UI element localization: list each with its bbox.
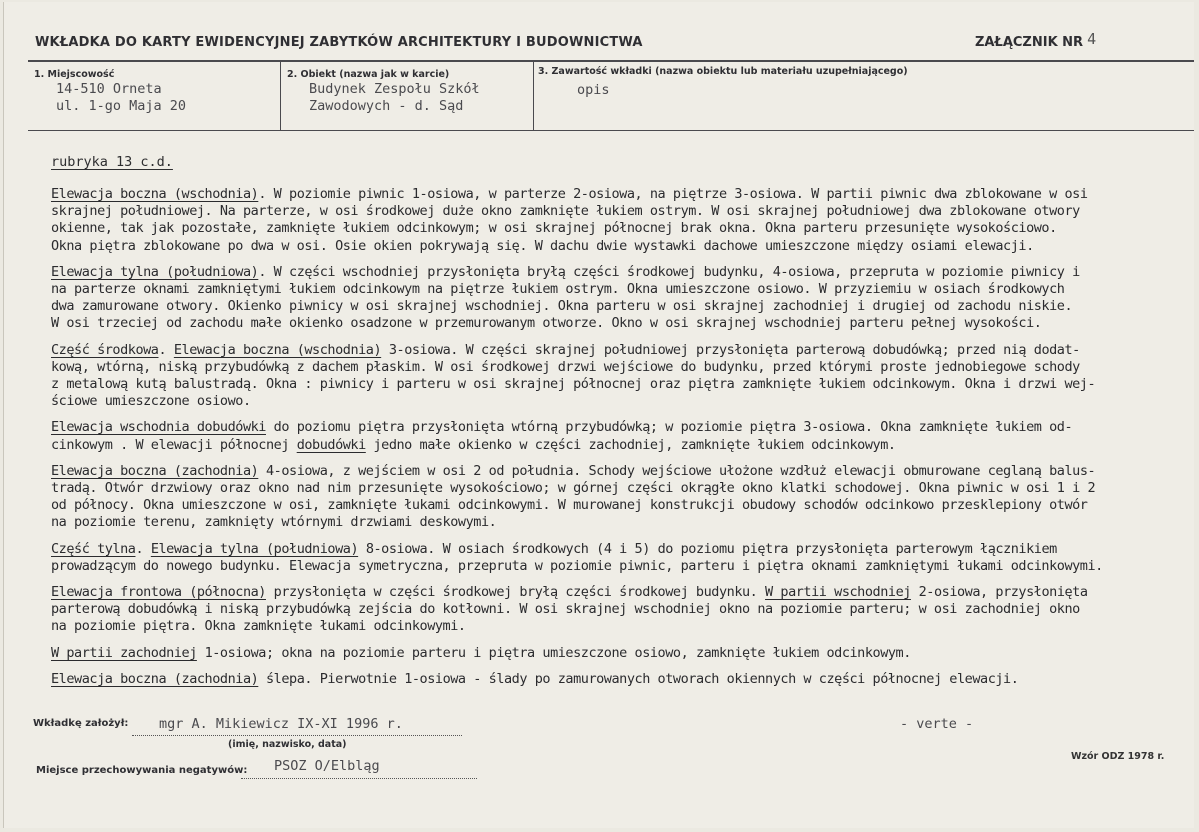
text-fragment: przysłonięta w części środkowej bryłą części środkowej budynku. xyxy=(265,584,766,601)
heading-front-north: Elewacja frontowa (północna) xyxy=(51,584,266,601)
text-line: 1-osiowa; okna na poziomie parteru i piętra umieszczone osiowo, zamknięte łukiem odcinkowym. xyxy=(196,644,911,661)
field-divider-1 xyxy=(280,61,281,131)
rubric-text: rubryka 13 c.d. xyxy=(51,154,173,170)
text-line: 4-osiowa, z wejściem w osi 2 od południa. Schody wejściowe ułożone wzdłuż elewacji obmurowane ceglaną balus- xyxy=(258,462,1096,479)
paragraph-front-north xyxy=(51,584,1171,636)
negatives-label: Miejsce przechowywania negatywów: xyxy=(36,765,248,776)
rubric-heading xyxy=(51,154,1171,170)
text-line: . W poziomie piwnic 1-osiowa, w parterze 2-osiowa, na piętrze 3-osiowa. W partii piwnic dwa zblokowane w osi xyxy=(258,186,1088,202)
header-title: WKŁADKA DO KARTY EWIDENCYJNEJ ZABYTKÓW ARCHITEKTURY I BUDOWNICTWA xyxy=(35,35,643,50)
fields-bottom-rule xyxy=(28,130,1194,131)
heading-east-side: Elewacja boczna (wschodnia) xyxy=(51,186,259,202)
text-fragment: cinkowym . W elewacji północnej xyxy=(51,436,297,453)
description-body xyxy=(51,154,1171,697)
text-line: na parterze oknami zamkniętymi łukiem odcinkowym na piętrze łukiem ostrym. Okna umieszczone osiowo. W przyziemiu w osiach środkowych xyxy=(51,281,1065,298)
text-line: kową, wtórną, niską przybudówką z dachem płaskim. W osi środkowej drzwi wejściowe do budynku, przed którymi proste jednobiegowe schody xyxy=(51,358,1080,375)
heading-rear-south: Elewacja tylna (południowa) xyxy=(51,263,259,280)
heading-east-part: W partii wschodniej xyxy=(765,584,911,601)
field-2-label: 2. Obiekt (nazwa jak w karcie) xyxy=(287,69,450,80)
paragraph-east-side xyxy=(51,186,1171,255)
text-line: ściowe umieszczone osiowo. xyxy=(51,393,251,410)
text-line: skrajnej południowej. Na parterze, w osi środkowej duże okno zamknięte łukiem ostrym. W osi skrajnej południowej dwa zblokowane otwory xyxy=(51,203,1080,220)
heading-rear-part: Część tylna xyxy=(51,540,136,557)
negatives-value: PSOZ O/Elbląg xyxy=(274,758,380,774)
text-fragment: . xyxy=(158,341,174,358)
form-code: Wzór ODZ 1978 r. xyxy=(1071,751,1165,762)
text-line: do poziomu piętra przysłonięta wtórną przybudówką; w poziomie piętra 3-osiowa. Okna zamknięte łukiem od- xyxy=(265,419,1073,436)
text-line: okienne, tak jak pozostałe, zamknięte łukiem odcinkowym; w osi skrajnej północnej brak okna. Okna parteru przesunięte wysokościowo. xyxy=(51,220,1057,237)
negatives-dotted-line xyxy=(241,778,477,779)
text-line: parterową dobudówką i niską przybudówką zejścia do kotłowni. W osi skrajnej wschodniej okno na poziomie parteru; w osi zachodniej okno xyxy=(51,601,1080,618)
verte-note: - verte - xyxy=(900,716,974,732)
heading-west-side: Elewacja boczna (zachodnia) xyxy=(51,670,259,687)
author-label: Wkładkę założył: xyxy=(33,718,129,729)
author-hint: (imię, nazwisko, data) xyxy=(228,739,347,750)
annex-word: dobudówki xyxy=(296,436,366,453)
header-rule xyxy=(28,60,1194,62)
heading-east-side: Elewacja boczna (wschodnia) xyxy=(173,341,382,358)
annex-label xyxy=(975,32,1096,50)
text-line: W osi trzeciej od zachodu małe okienko osadzone w przemurowanym otworze. Okno w osi skrajnej wschodniej parteru pełnej wysokości. xyxy=(51,315,1042,332)
heading-west-side: Elewacja boczna (zachodnia) xyxy=(51,462,259,479)
text-line: dwa zamurowane otwory. Okienko piwnicy w osi skrajnej wschodniej. Okna parteru w osi skrajnej zachodniej i drugiej od zachodu niskie. xyxy=(51,298,1073,315)
field-2-line-2: Zawodowych - d. Sąd xyxy=(309,98,464,114)
text-line: Okna piętra zblokowane po dwa w osi. Osie okien pokrywają się. W dachu dwie wystawki dachowe umieszczone między osiami elewacji. xyxy=(51,237,1034,254)
annex-label-text: ZAŁĄCZNIK NR xyxy=(975,35,1084,50)
text-line: 8-osiowa. W osiach środkowych (4 i 5) do poziomu piętra przysłonięta parterowym łącznikiem xyxy=(358,540,1057,557)
field-1-line-2: ul. 1-go Maja 20 xyxy=(56,98,187,114)
field-divider-2 xyxy=(533,61,534,131)
heading-rear-south: Elewacja tylna (południowa) xyxy=(150,540,359,557)
paragraph-annex-east xyxy=(51,419,1171,453)
field-3-value: opis xyxy=(577,82,610,98)
field-3-label: 3. Zawartość wkładki (nazwa obiektu lub materiału uzupełniającego) xyxy=(538,66,908,77)
author-dotted-line xyxy=(132,735,462,736)
text-line: ślepa. Pierwotnie 1-osiowa - ślady po zamurowanych otworach okiennych w części północnej elewacji. xyxy=(258,670,1019,687)
paragraph-west-side-blind xyxy=(51,671,1171,688)
paragraph-west-side xyxy=(51,463,1171,532)
heading-west-part: W partii zachodniej xyxy=(51,644,197,661)
text-line: 3-osiowa. W części skrajnej południowej przysłonięta parterową dobudówką; przed nią dodat- xyxy=(381,341,1080,358)
heading-annex-east: Elewacja wschodnia dobudówki xyxy=(51,419,266,436)
paragraph-rear-part xyxy=(51,541,1171,575)
field-1-line-1: 14-510 Orneta xyxy=(56,81,162,97)
record-card xyxy=(3,2,1194,828)
text-line: . W części wschodniej przysłonięta bryłą części środkowej budynku, 4-osiowa, przepruta w poziomie piwnicy i xyxy=(258,263,1080,280)
text-line: na poziomie terenu, zamknięty wtórnymi drzwiami deskowymi. xyxy=(51,514,497,531)
text-line: od północy. Okna umieszczone w osi, zamknięte łukami odcinkowymi. W murowanej konstrukcji obudowy schodów odcinkowo przesklepiony otwór xyxy=(51,497,1088,514)
paragraph-middle-part xyxy=(51,342,1171,411)
text-line: na poziomie piętra. Okna zamknięte łukami odcinkowymi. xyxy=(51,618,466,635)
field-2-line-1: Budynek Zespołu Szkół xyxy=(309,81,480,97)
text-fragment: . xyxy=(135,540,151,557)
text-fragment: 2-osiowa, przysłonięta xyxy=(910,584,1088,601)
author-value: mgr A. Mikiewicz IX-XI 1996 r. xyxy=(159,716,403,732)
text-fragment: jedno małe okienko w części zachodniej, zamknięte łukiem odcinkowym. xyxy=(365,436,896,453)
annex-number: 4 xyxy=(1087,30,1097,48)
field-1-label: 1. Miejscowość xyxy=(34,69,115,80)
paragraph-west-part xyxy=(51,645,1171,662)
text-line: tradą. Otwór drzwiowy oraz okno nad nim przesunięte wysokościowo; w górnej części okrągłe okno klatki schodowej. Okna piwnic w osi 1 i 2 xyxy=(51,480,1096,497)
text-line: prowadzącym do nowego budynku. Elewacja symetryczna, przepruta w poziomie piwnic, parteru i piętra oknami zamkniętymi łukami odcinkowymi. xyxy=(51,557,1103,574)
paragraph-rear-south xyxy=(51,264,1171,333)
heading-middle-part: Część środkowa xyxy=(51,341,159,358)
text-line: z metalową kutą balustradą. Okna : piwnicy i parteru w osi skrajnej północnej oraz piętra zamknięte łukiem odcinkowym. Okna i drzwi wej- xyxy=(51,376,1096,393)
